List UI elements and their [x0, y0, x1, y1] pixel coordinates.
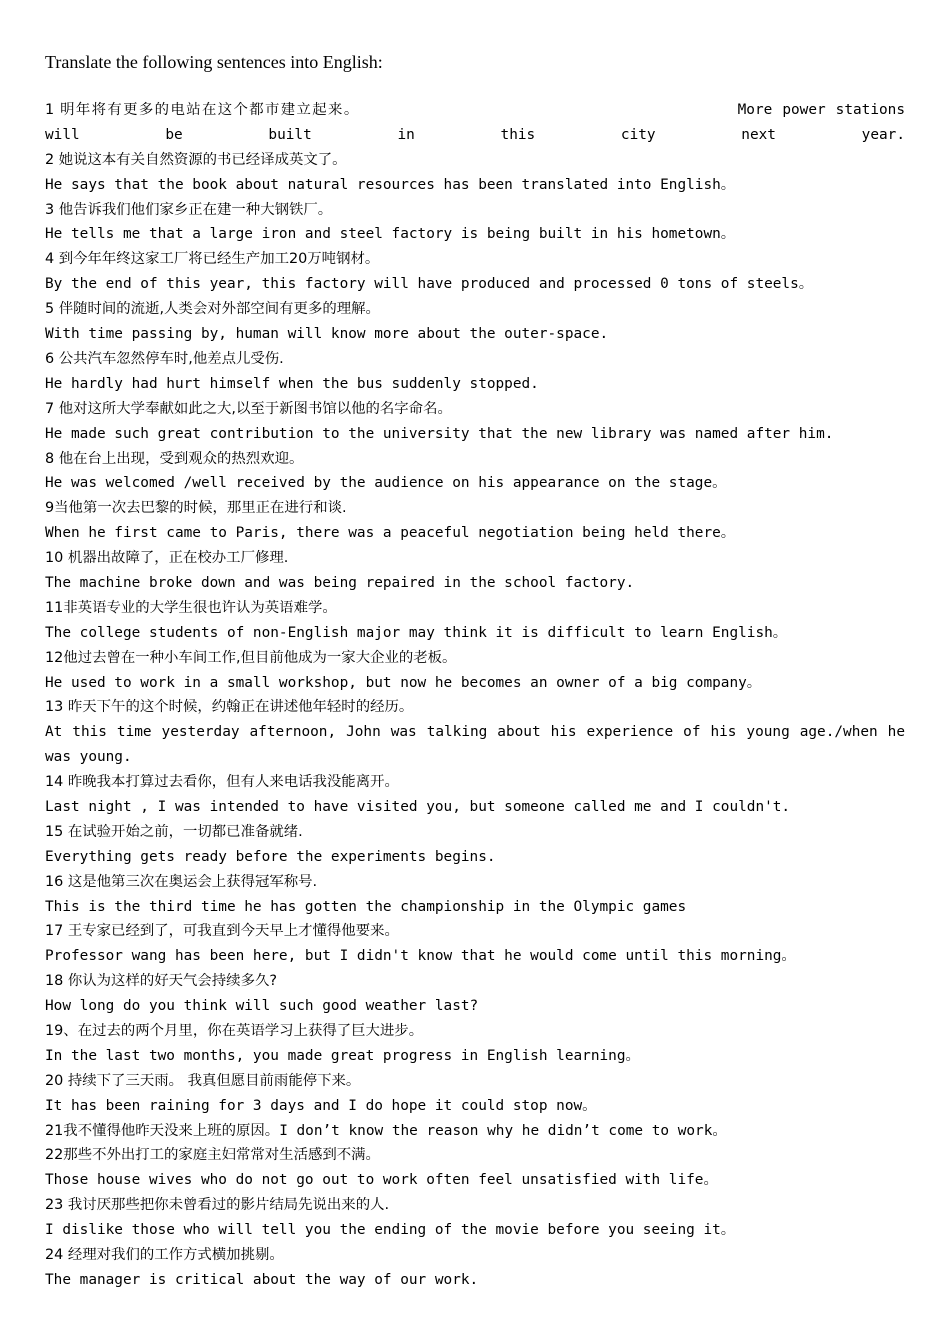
item-8-chinese: 8 他在台上出现，受到观众的热烈欢迎。	[45, 450, 304, 467]
item-18-english: How long do you think will such good weather last?	[45, 998, 479, 1015]
item-14-chinese: 14 昨晚我本打算过去看你，但有人来电话我没能离开。	[45, 774, 399, 791]
item-20-chinese: 20 持续下了三天雨。 我真但愿目前雨能停下来。	[45, 1072, 361, 1089]
item-19-chinese: 19、在过去的两个月里，你在英语学习上获得了巨大进步。	[45, 1023, 424, 1040]
item-7-chinese: 7 他对这所大学奉献如此之大,以至于新图书馆以他的名字命名。	[45, 400, 452, 417]
item-1-chinese: 1 明年将有更多的电站在这个都市建立起来。	[45, 102, 360, 118]
item-23-english: I dislike those who will tell you the ending of the movie before you seeing it。	[45, 1222, 736, 1239]
item-6-chinese: 6 公共汽车忽然停车时,他差点儿受伤.	[45, 350, 284, 367]
item-24-english: The manager is critical about the way of our work.	[45, 1271, 479, 1288]
item-16-chinese: 16 这是他第三次在奥运会上获得冠军称号.	[45, 873, 318, 890]
item-18-chinese: 18 你认为这样的好天气会持续多久?	[45, 973, 277, 990]
item-6-english: He hardly had hurt himself when the bus suddenly stopped.	[45, 375, 539, 392]
item-12-english: He used to work in a small workshop, but now he becomes an owner of a big company。	[45, 674, 762, 691]
item-19-english: In the last two months, you made great progress in English learning。	[45, 1047, 640, 1064]
item-1-line	[45, 98, 905, 148]
item-11-english: The college students of non-English major may think it is difficult to learn English。	[45, 624, 788, 641]
item-4-chinese: 4 到今年年终这家工厂将已经生产加工20万吨钢材。	[45, 251, 380, 268]
item-20-english: It has been raining for 3 days and I do hope it could stop now。	[45, 1097, 597, 1114]
item-17-english: Professor wang has been here, but I didn't know that he would come until this morning。	[45, 948, 796, 965]
sentence-list	[45, 98, 905, 1293]
item-8-english: He was welcomed /well received by the audience on his appearance on the stage。	[45, 475, 727, 492]
item-13-english: At this time yesterday afternoon, John was talking about his experience of his young age./when he was young.	[45, 724, 905, 766]
item-7-english: He made such great contribution to the university that the new library was named after him.	[45, 425, 834, 442]
item-15-english: Everything gets ready before the experiments begins.	[45, 848, 496, 865]
item-14-english: Last night , I was intended to have visited you, but someone called me and I couldn't.	[45, 799, 791, 815]
document-page	[45, 50, 905, 1293]
item-5-chinese: 5 伴随时间的流逝,人类会对外部空间有更多的理解。	[45, 301, 380, 318]
item-1-english: More power stations will be built in this city next year.	[45, 102, 905, 143]
item-16-english: This is the third time he has gotten the championship in the Olympic games	[45, 898, 687, 915]
document-heading: Translate the following sentences into English:	[45, 52, 383, 72]
item-13-chinese: 13 昨天下午的这个时候，约翰正在讲述他年轻时的经历。	[45, 699, 414, 716]
item-9-chinese: 9当他第一次去巴黎的时候，那里正在进行和谈.	[45, 500, 347, 517]
item-3-chinese: 3 他告诉我们他们家乡正在建一种大钢铁厂。	[45, 201, 333, 218]
item-10-english: The machine broke down and was being repaired in the school factory.	[45, 574, 635, 591]
item-5-english: With time passing by, human will know more about the outer-space.	[45, 326, 609, 343]
item-23-chinese: 23 我讨厌那些把你未曾看过的影片结局先说出来的人.	[45, 1197, 390, 1214]
item-9-english: When he first came to Paris, there was a peaceful negotiation being held there。	[45, 525, 736, 542]
item-15-chinese: 15 在试验开始之前，一切都已准备就绪.	[45, 823, 303, 840]
item-22-chinese: 22那些不外出打工的家庭主妇常常对生活感到不满。	[45, 1147, 380, 1164]
item-4-english: By the end of this year, this factory will have produced and processed 0 tons of steels。	[45, 276, 814, 293]
item-2-chinese: 2 她说这本有关自然资源的书已经译成英文了。	[45, 151, 347, 168]
item-17-chinese: 17 王专家已经到了，可我直到今天早上才懂得他要来。	[45, 923, 399, 940]
item-11-chinese: 11非英语专业的大学生很也许认为英语难学。	[45, 599, 337, 616]
item-21-chinese: 21我不懂得他昨天没来上班的原因。	[45, 1122, 280, 1139]
item-24-chinese: 24 经理对我们的工作方式横加挑剔。	[45, 1247, 284, 1264]
item-3-english: He tells me that a large iron and steel factory is being built in his hometown。	[45, 226, 736, 243]
item-2-english: He says that the book about natural resources has been translated into English。	[45, 176, 736, 193]
item-10-chinese: 10 机器出故障了，正在校办工厂修理.	[45, 550, 289, 567]
item-12-chinese: 12他过去曾在一种小车间工作,但目前他成为一家大企业的老板。	[45, 649, 457, 666]
item-21-english: I don’t know the reason why he didn’t come to work。	[279, 1122, 727, 1139]
item-22-english: Those house wives who do not go out to work often feel unsatisfied with life。	[45, 1172, 718, 1189]
item-21-line	[45, 1119, 905, 1144]
